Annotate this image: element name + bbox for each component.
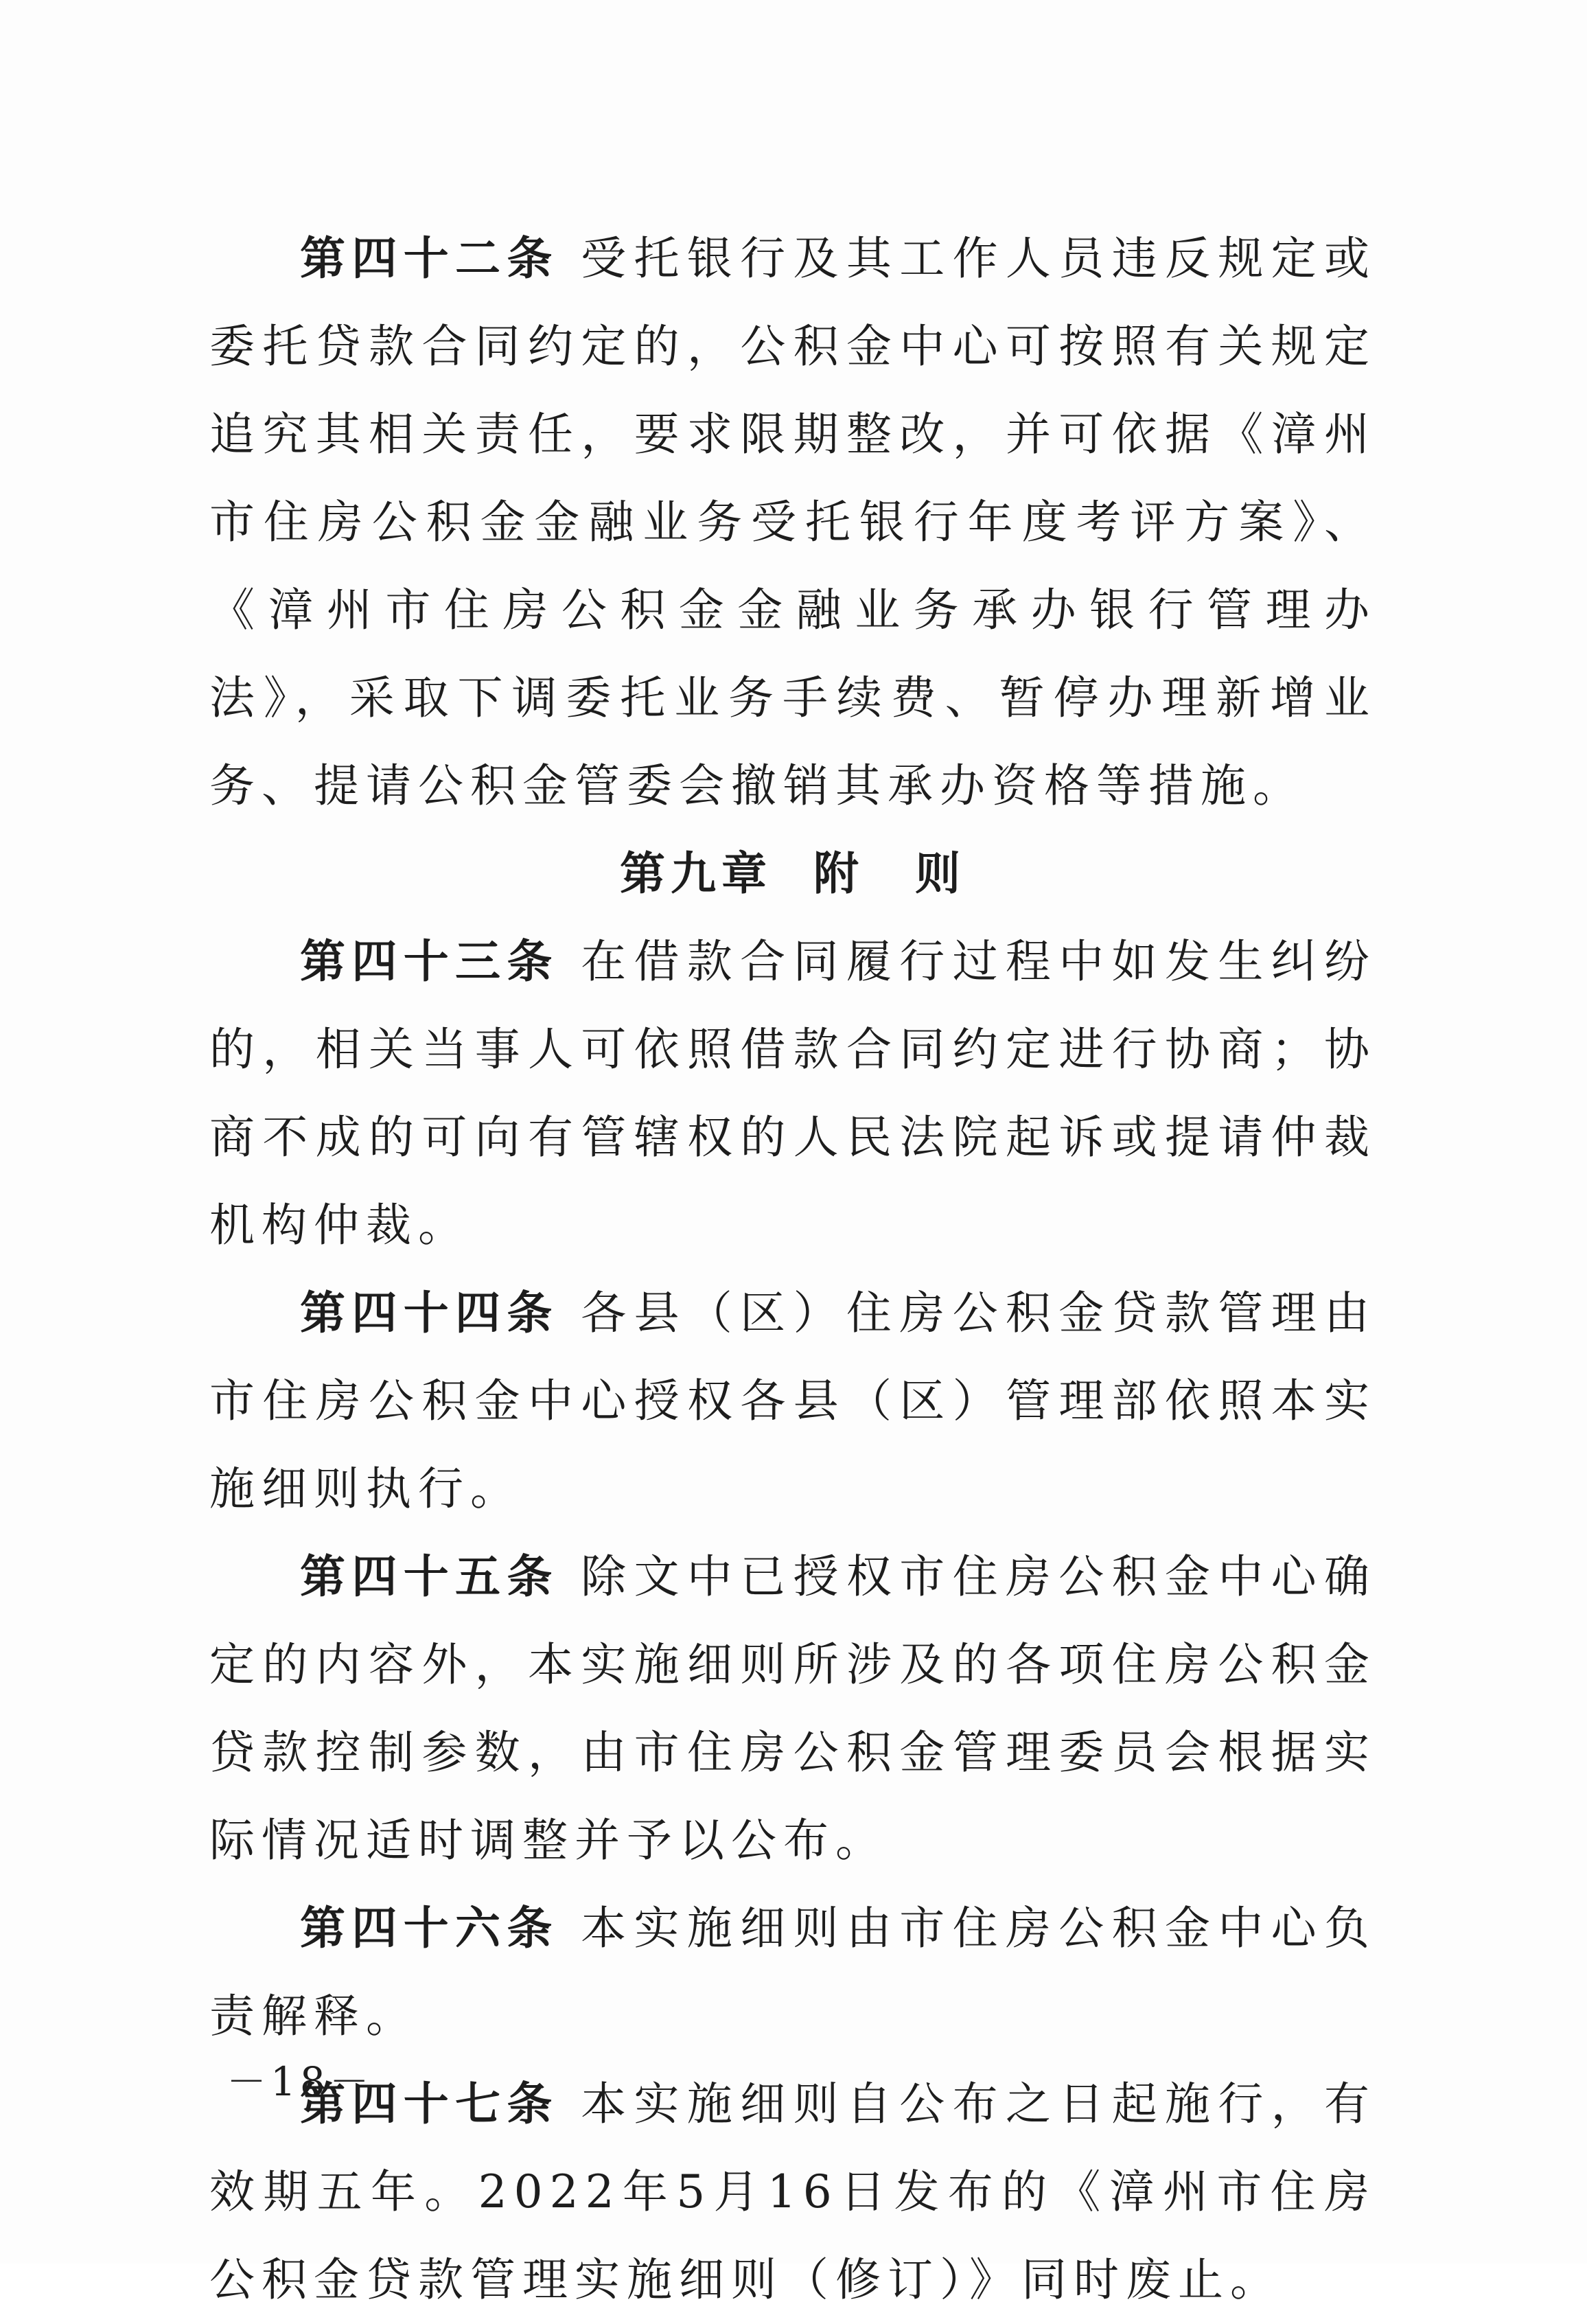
chapter-title: 附 则 (813, 847, 966, 900)
chapter-number: 第九章 (620, 847, 772, 900)
article-44-heading: 第四十四条 (300, 1287, 559, 1339)
article-45-text: 除文中已授权市住房公积金中心确定的内容外，本实施细则所涉及的各项住房公积金贷款控制参数，由市住房公积金管理委员会根据实际情况适时调整并予以公布。 (209, 1550, 1377, 1867)
article-46-text: 本实施细则由市住房公积金中心负责解释。 (209, 1902, 1377, 2043)
article-45-heading: 第四十五条 (300, 1550, 559, 1603)
article-42-heading: 第四十二条 (300, 232, 559, 285)
article-43-heading: 第四十三条 (300, 935, 559, 988)
article-42 (209, 215, 1376, 830)
document-body (209, 215, 1376, 2324)
article-43 (209, 918, 1376, 1269)
article-47-text: 本实施细则自公布之日起施行，有效期五年。2022年5月16日发布的《漳州市住房公积金贷款管理实施细则（修订）》同时废止。 (209, 2078, 1377, 2306)
article-42-text: 受托银行及其工作人员违反规定或委托贷款合同约定的，公积金中心可按照有关规定追究其相关责任，要求限期整改，并可依据《漳州市住房公积金金融业务受托银行年度考评方案》、《漳州市住房公积金金融业务承办银行管理办法》，采取下调委托业务手续费、暂停办理新增业务、提请公积金管委会撤销其承办资格等措施。 (209, 232, 1377, 812)
article-46 (209, 1885, 1376, 2060)
article-44-text: 各县（区）住房公积金贷款管理由市住房公积金中心授权各县（区）管理部依照本实施细则执行。 (209, 1287, 1377, 1515)
article-45 (209, 1533, 1376, 1885)
article-44 (209, 1269, 1376, 1533)
page-number: －18－ (227, 2058, 373, 2105)
chapter-heading (209, 830, 1376, 918)
article-47 (209, 2060, 1376, 2324)
article-43-text: 在借款合同履行过程中如发生纠纷的，相关当事人可依照借款合同约定进行协商；协商不成的可向有管辖权的人民法院起诉或提请仲裁机构仲裁。 (209, 935, 1377, 1252)
article-47-heading: 第四十七条 (300, 2078, 559, 2130)
article-46-heading: 第四十六条 (300, 1902, 559, 1955)
